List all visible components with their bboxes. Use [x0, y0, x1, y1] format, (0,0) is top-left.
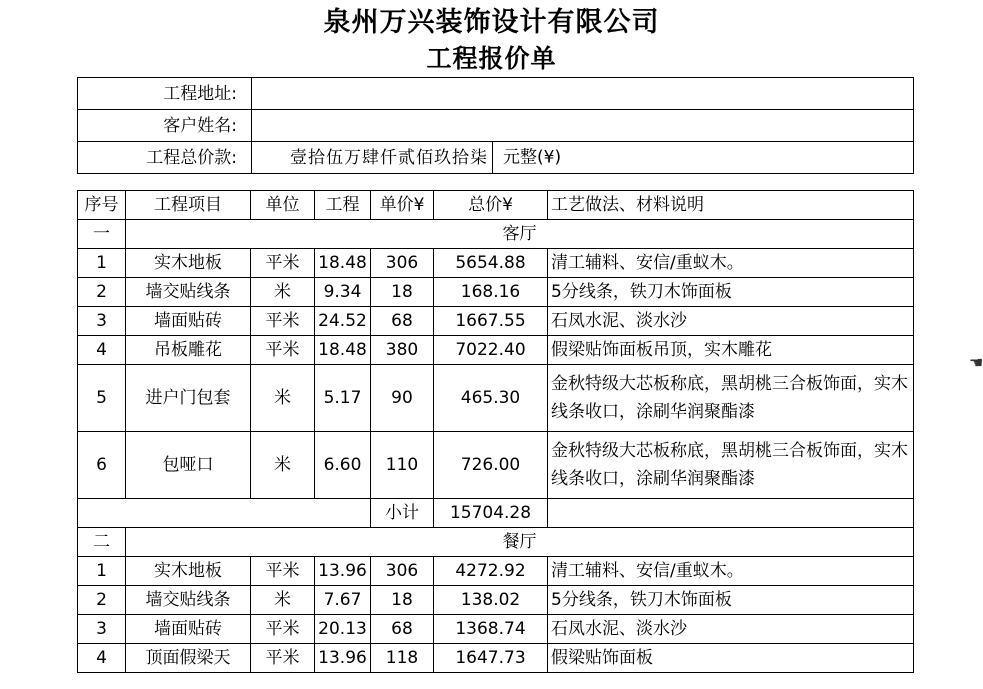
cell-qty: 20.13 — [315, 615, 371, 644]
cell-no: 1 — [78, 557, 126, 586]
hand-cursor-icon: ☚ — [969, 353, 983, 372]
cell-item: 包哑口 — [126, 432, 251, 499]
document-title: 工程报价单 — [426, 44, 557, 73]
cell-no: 2 — [78, 278, 126, 307]
table-row[interactable] — [78, 644, 914, 673]
table-row[interactable] — [78, 307, 914, 336]
customer-value[interactable] — [252, 110, 914, 142]
subtotal-value: 15704.28 — [434, 499, 548, 528]
total-price-label: 工程总价款: — [78, 142, 252, 174]
cell-unit: 平米 — [251, 249, 315, 278]
cell-item: 墙面贴砖 — [126, 615, 251, 644]
project-info-table — [77, 77, 914, 174]
table-row[interactable] — [78, 615, 914, 644]
cell-desc: 石凤水泥、淡水沙 — [548, 307, 914, 336]
cell-qty: 9.34 — [315, 278, 371, 307]
cell-price: 306 — [371, 249, 434, 278]
cell-total: 168.16 — [434, 278, 548, 307]
cell-item: 实木地板 — [126, 557, 251, 586]
cell-price: 68 — [371, 615, 434, 644]
address-value[interactable] — [252, 78, 914, 110]
cell-item: 墙交贴线条 — [126, 586, 251, 615]
header-row — [78, 191, 914, 220]
cell-no: 5 — [78, 365, 126, 432]
col-desc-header: 工艺做法、材料说明 — [548, 191, 914, 220]
cell-desc: 假梁贴饰面板吊顶，实木雕花 — [548, 336, 914, 365]
cell-unit: 平米 — [251, 557, 315, 586]
cell-unit: 平米 — [251, 307, 315, 336]
cell-desc: 清工辅料、安信/重蚁木。 — [548, 249, 914, 278]
total-amount-unit: 元整(¥) — [503, 147, 562, 168]
cell-price: 118 — [371, 644, 434, 673]
cell-total: 138.02 — [434, 586, 548, 615]
cell-unit: 平米 — [251, 336, 315, 365]
cell-desc: 金秋特级大芯板称底，黑胡桃三合板饰面，实木线条收口，涂刷华润聚酯漆 — [548, 365, 914, 432]
cell-qty: 5.17 — [315, 365, 371, 432]
table-row[interactable] — [78, 336, 914, 365]
cell-qty: 13.96 — [315, 644, 371, 673]
cell-unit: 米 — [251, 278, 315, 307]
cell-unit: 平米 — [251, 615, 315, 644]
table-row[interactable] — [78, 586, 914, 615]
cell-total: 726.00 — [434, 432, 548, 499]
section-index: 一 — [78, 220, 126, 249]
col-qty-header: 工程 — [315, 191, 371, 220]
cell-qty: 18.48 — [315, 249, 371, 278]
cell-item: 墙交贴线条 — [126, 278, 251, 307]
col-item-header: 工程项目 — [126, 191, 251, 220]
cell-qty: 18.48 — [315, 336, 371, 365]
cell-total: 1667.55 — [434, 307, 548, 336]
cell-no: 6 — [78, 432, 126, 499]
cell-qty: 24.52 — [315, 307, 371, 336]
total-price-row — [78, 142, 914, 174]
col-total-header: 总价¥ — [434, 191, 548, 220]
cell-price: 306 — [371, 557, 434, 586]
cell-item: 顶面假梁天 — [126, 644, 251, 673]
section-row — [78, 528, 914, 557]
cell-price: 18 — [371, 586, 434, 615]
col-price-header: 单价¥ — [371, 191, 434, 220]
cell-total: 5654.88 — [434, 249, 548, 278]
cell-desc: 石凤水泥、淡水沙 — [548, 615, 914, 644]
cell-unit: 米 — [251, 586, 315, 615]
cell-desc: 5分线条，铁刀木饰面板 — [548, 586, 914, 615]
cell-divider — [492, 142, 499, 173]
section-row — [78, 220, 914, 249]
cell-unit: 米 — [251, 432, 315, 499]
cell-item: 实木地板 — [126, 249, 251, 278]
cell-item: 进户门包套 — [126, 365, 251, 432]
cell-no: 4 — [78, 336, 126, 365]
cell-price: 110 — [371, 432, 434, 499]
cell-unit: 平米 — [251, 644, 315, 673]
cell-qty: 7.67 — [315, 586, 371, 615]
section-name: 餐厅 — [126, 528, 914, 557]
cell-total: 1647.73 — [434, 644, 548, 673]
cell-total: 7022.40 — [434, 336, 548, 365]
table-row[interactable] — [78, 557, 914, 586]
cell-price: 18 — [371, 278, 434, 307]
address-label: 工程地址: — [78, 78, 252, 110]
cell-no: 2 — [78, 586, 126, 615]
col-unit-header: 单位 — [251, 191, 315, 220]
subtotal-label: 小计 — [371, 499, 434, 528]
cell-desc: 清工辅料、安信/重蚁木。 — [548, 557, 914, 586]
cell-item: 墙面贴砖 — [126, 307, 251, 336]
cell-item: 吊板雕花 — [126, 336, 251, 365]
customer-row — [78, 110, 914, 142]
cell-qty: 13.96 — [315, 557, 371, 586]
table-row[interactable] — [78, 249, 914, 278]
cell-total: 465.30 — [434, 365, 548, 432]
subtotal-desc — [548, 499, 914, 528]
quotation-table — [77, 190, 914, 673]
subtotal-blank — [78, 499, 371, 528]
address-row — [78, 78, 914, 110]
table-row[interactable] — [78, 365, 914, 432]
cell-price: 380 — [371, 336, 434, 365]
section-name: 客厅 — [126, 220, 914, 249]
cell-desc: 5分线条，铁刀木饰面板 — [548, 278, 914, 307]
table-row[interactable] — [78, 432, 914, 499]
total-amount-words: 壹拾伍万肆仟贰佰玖拾柒 — [290, 147, 488, 168]
section-index: 二 — [78, 528, 126, 557]
table-row[interactable] — [78, 278, 914, 307]
cell-no: 1 — [78, 249, 126, 278]
col-no-header: 序号 — [78, 191, 126, 220]
cell-desc: 金秋特级大芯板称底，黑胡桃三合板饰面，实木线条收口，涂刷华润聚酯漆 — [548, 432, 914, 499]
cell-desc: 假梁贴饰面板 — [548, 644, 914, 673]
cell-price: 90 — [371, 365, 434, 432]
company-name: 泉州万兴装饰设计有限公司 — [323, 7, 660, 38]
cell-no: 3 — [78, 307, 126, 336]
subtotal-row — [78, 499, 914, 528]
cell-price: 68 — [371, 307, 434, 336]
total-price-value[interactable] — [252, 142, 914, 174]
customer-label: 客户姓名: — [78, 110, 252, 142]
cell-unit: 米 — [251, 365, 315, 432]
cell-total: 1368.74 — [434, 615, 548, 644]
cell-no: 3 — [78, 615, 126, 644]
cell-total: 4272.92 — [434, 557, 548, 586]
cell-no: 4 — [78, 644, 126, 673]
cell-qty: 6.60 — [315, 432, 371, 499]
